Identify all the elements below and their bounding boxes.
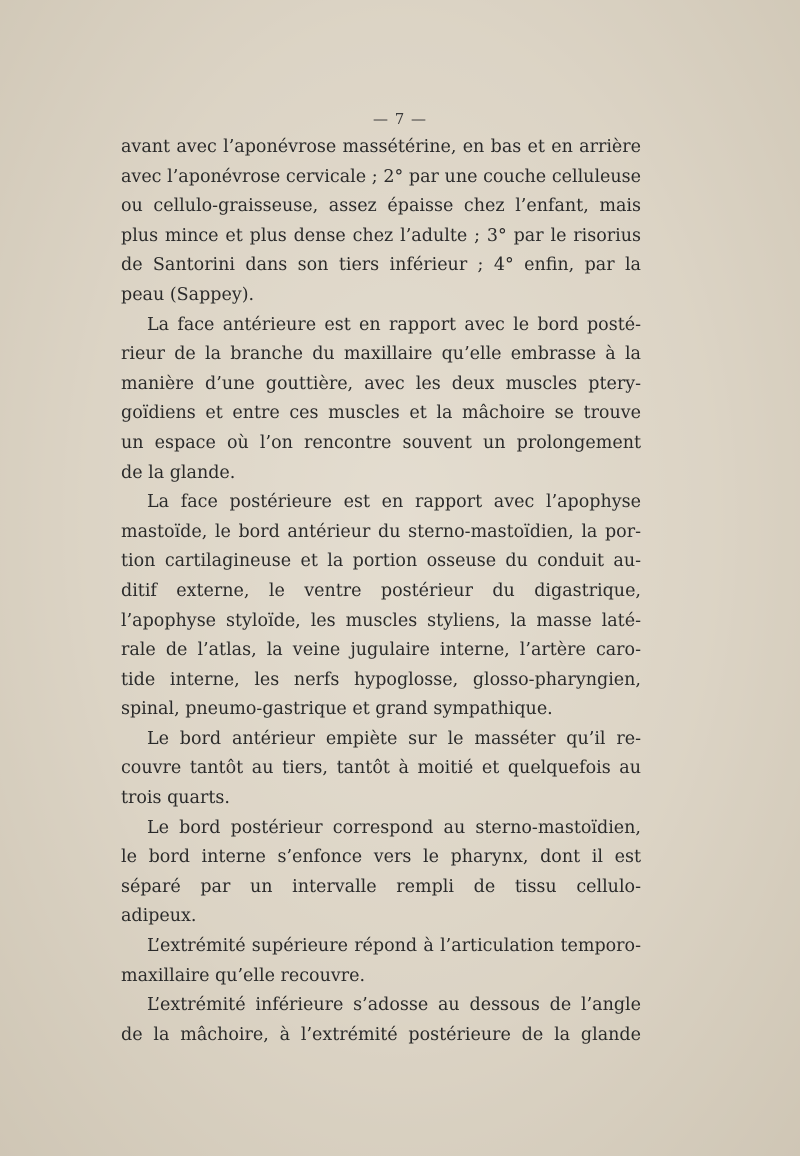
text-line: L’extrémité inférieure s’adosse au dessous de l’angle [147,995,641,1016]
text-line: goïdiens et entre ces muscles et la mâchoire se trouve [121,403,641,424]
text-line: trois quarts. [121,788,230,809]
text-line: le bord interne s’enfonce vers le pharynx, dont il est [121,847,641,868]
text-line: Le bord postérieur correspond au sterno-mastoïdien, [147,817,641,838]
text-line: de la glande. [121,462,236,483]
text-line: La face postérieure est en rapport avec l’apophyse [147,492,641,513]
body-text [121,133,641,1050]
text-line: séparé par un intervalle rempli de tissu cellulo- [121,876,641,897]
text-line: L’extrémité supérieure répond à l’articulation temporo- [147,936,641,957]
text-line: de la mâchoire, à l’extrémité postérieure de la glande [121,1024,641,1045]
text-line: rieur de la branche du maxillaire qu’elle embrasse à la [121,344,641,365]
text-line: de Santorini dans son tiers inférieur ; 4° enfin, par la [121,255,641,276]
text-line: plus mince et plus dense chez l’adulte ; 3° par le risorius [121,225,641,246]
text-line: manière d’une gouttière, avec les deux muscles ptery- [121,373,641,394]
text-line: un espace où l’on rencontre souvent un prolongement [121,432,641,453]
text-line: rale de l’atlas, la veine jugulaire interne, l’artère caro- [121,640,641,661]
text-line: tide interne, les nerfs hypoglosse, glosso-pharyngien, [121,669,641,690]
page-number: — 7 — [372,110,428,128]
text-line: l’apophyse styloïde, les muscles styliens, la masse laté- [121,610,641,631]
text-line: La face antérieure est en rapport avec le bord posté- [147,314,641,335]
text-line: tion cartilagineuse et la portion osseuse du conduit au- [121,551,641,572]
text-line: ou cellulo-graisseuse, assez épaisse chez l’enfant, mais [121,196,641,217]
text-line: couvre tantôt au tiers, tantôt à moitié et quelquefois au [121,758,641,779]
text-line: mastoïde, le bord antérieur du sterno-mastoïdien, la por- [121,521,641,542]
text-line: adipeux. [121,906,197,927]
text-line: Le bord antérieur empiète sur le masséter qu’il re- [147,728,641,749]
text-line: ditif externe, le ventre postérieur du digastrique, [121,580,641,601]
text-line: avec l’aponévrose cervicale ; 2° par une couche celluleuse [121,166,641,187]
text-line: spinal, pneumo-gastrique et grand sympathique. [121,699,553,720]
text-line: avant avec l’aponévrose massétérine, en bas et en arrière [121,137,641,157]
text-line: maxillaire qu’elle recouvre. [121,965,366,986]
text-line: peau (Sappey). [121,284,255,305]
